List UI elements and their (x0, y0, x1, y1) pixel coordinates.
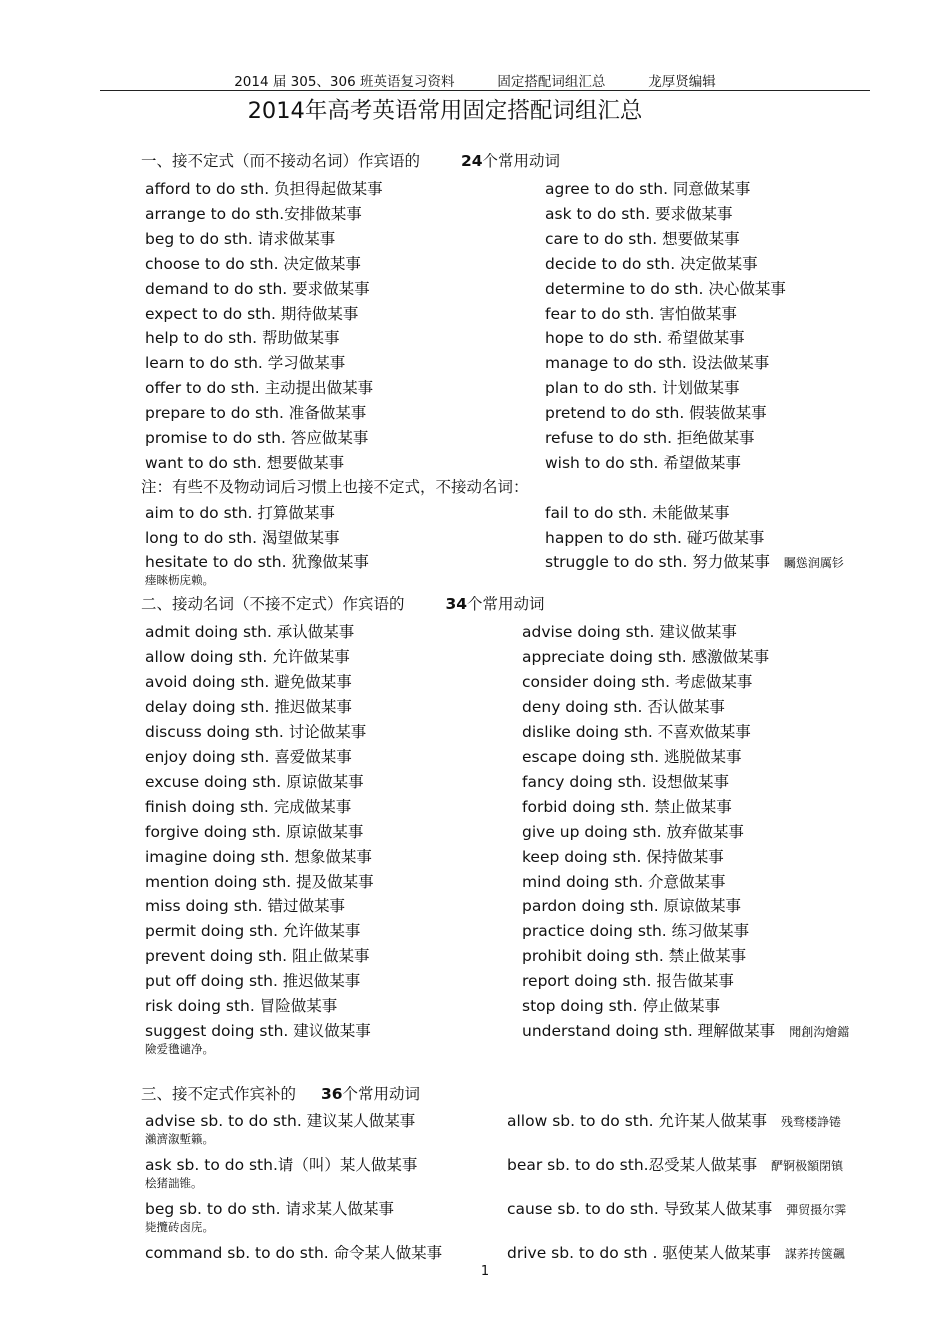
phrase-left: prepare to do sth. 准备做某事 (145, 404, 367, 423)
phrase-right-text: allow sb. to do sth. 允许某人做某事 (507, 1112, 768, 1130)
phrase-right (545, 351, 769, 373)
phrase-right-text: deny doing sth. 否认做某事 (522, 697, 725, 716)
phrase-right (522, 944, 746, 966)
phrase-left: finish doing sth. 完成做某事 (145, 797, 352, 816)
phrase-left: hesitate to do sth. 犹豫做某事 (145, 553, 369, 571)
phrase-right-text: escape doing sth. 逃脱做某事 (522, 747, 742, 766)
phrase-right (522, 645, 769, 667)
phrase-right (507, 1241, 845, 1263)
phrase-left: discuss doing sth. 讨论做某事 (145, 722, 367, 741)
phrase-right (507, 1109, 841, 1131)
phrase-right-text: give up doing sth. 放弃做某事 (522, 822, 744, 841)
section-1-garble-line: 瘗睞枥庑赖。 (145, 573, 214, 587)
phrase-right (522, 695, 725, 717)
section-3-prefix: 三、接不定式作宾补的 (141, 1085, 297, 1103)
phrase-right-text: practice doing sth. 练习做某事 (522, 922, 750, 941)
phrase-left: put off doing sth. 推迟做某事 (145, 972, 361, 991)
phrase-left: expect to do sth. 期待做某事 (145, 304, 359, 323)
phrase-left: learn to do sth. 学习做某事 (145, 354, 346, 373)
phrase-right (522, 745, 741, 767)
phrase-left: allow doing sth. 允许做某事 (145, 647, 350, 666)
section-1-note: 注：有些不及物动词后习惯上也接不定式，不接动名词： (141, 478, 529, 496)
page-number: 1 (480, 1264, 490, 1279)
phrase-right (545, 550, 844, 572)
phrase-right-text: bear sb. to do sth.忍受某人做某事 (507, 1156, 758, 1174)
garbled-text: 残骛楼諍锩 (781, 1115, 842, 1129)
phrase-left: long to do sth. 渴望做某事 (145, 528, 340, 547)
phrase-right-text: plan to do sth. 计划做某事 (545, 379, 740, 398)
phrase-right-text: agree to do sth. 同意做某事 (545, 180, 751, 198)
garbled-line: 桧猪詘锥。 (145, 1176, 203, 1190)
phrase-right-text: dislike doing sth. 不喜欢做某事 (522, 722, 751, 741)
phrase-right (545, 326, 745, 348)
phrase-right-text: refuse to do sth. 拒绝做某事 (545, 429, 755, 447)
phrase-right-text: fear to do sth. 害怕做某事 (545, 304, 737, 323)
phrase-right-text: advise doing sth. 建议做某事 (522, 623, 737, 641)
phrase-right-text: appreciate doing sth. 感激做某事 (522, 647, 770, 666)
section-2-suffix: 个常用动词 (467, 595, 545, 613)
phrase-right (545, 376, 739, 398)
phrase-right-text: cause sb. to do sth. 导致某人做某事 (507, 1200, 773, 1218)
phrase-left: forgive doing sth. 原谅做某事 (145, 822, 364, 841)
phrase-left: mention doing sth. 提及做某事 (145, 872, 374, 891)
phrase-left: ask sb. to do sth.请（叫）某人做某事 (145, 1156, 418, 1174)
phrase-right-text: fancy doing sth. 设想做某事 (522, 772, 729, 791)
phrase-left: offer to do sth. 主动提出做某事 (145, 379, 374, 398)
phrase-left: enjoy doing sth. 喜爱做某事 (145, 747, 352, 766)
garbled-text: 聞創沟燴鐺 (789, 1025, 850, 1040)
phrase-right-text: fail to do sth. 未能做某事 (545, 504, 730, 522)
section-2-prefix: 二、接动名词（不接不定式）作宾语的 (141, 595, 405, 613)
garbled-text: 謀荞抟箧飆 (784, 1247, 845, 1261)
phrase-left: delay doing sth. 推迟做某事 (145, 697, 352, 716)
phrase-right-text: pretend to do sth. 假装做某事 (545, 404, 767, 423)
phrase-right (522, 770, 729, 792)
section-2-garble-line: 險爱氇谴净。 (145, 1042, 214, 1056)
phrase-right (545, 451, 741, 473)
phrase-right (545, 302, 737, 324)
phrase-right (507, 1197, 846, 1219)
phrase-right (545, 177, 750, 199)
section-1-heading (141, 149, 560, 171)
phrase-right-text: ask to do sth. 要求做某事 (545, 204, 733, 223)
phrase-left: want to do sth. 想要做某事 (145, 453, 345, 472)
phrase-left: suggest doing sth. 建议做某事 (145, 1022, 371, 1041)
phrase-right-text: forbid doing sth. 禁止做某事 (522, 797, 732, 816)
page-header: 2014 届 305、306 班英语复习资料 固定搭配词组汇总 龙厚贤编辑 (234, 74, 716, 90)
section-3-count: 36 (320, 1085, 343, 1103)
phrase-left: arrange to do sth.安排做某事 (145, 204, 362, 223)
phrase-right-text: decide to do sth. 决定做某事 (545, 254, 758, 273)
phrase-right-text: keep doing sth. 保持做某事 (522, 847, 724, 866)
phrase-left: risk doing sth. 冒险做某事 (145, 997, 338, 1016)
garbled-text: 彈贸摄尔霁 (786, 1203, 847, 1217)
phrase-left: aim to do sth. 打算做某事 (145, 504, 335, 522)
phrase-right (522, 994, 720, 1016)
section-2-heading (141, 592, 545, 614)
section-3-heading (141, 1082, 420, 1104)
phrase-left: choose to do sth. 决定做某事 (145, 254, 361, 273)
section-2-count: 34 (445, 595, 468, 613)
phrase-right (522, 795, 732, 817)
phrase-right (522, 919, 749, 941)
phrase-right-text: wish to do sth. 希望做某事 (545, 453, 741, 472)
phrase-left: admit doing sth. 承认做某事 (145, 623, 355, 641)
phrase-right-text: drive sb. to do sth . 驱使某人做某事 (507, 1244, 771, 1262)
phrase-right-text: struggle to do sth. 努力做某事 (545, 553, 770, 571)
phrase-right (522, 845, 724, 867)
phrase-left: promise to do sth. 答应做某事 (145, 429, 369, 447)
phrase-left: excuse doing sth. 原谅做某事 (145, 772, 364, 791)
phrase-left: permit doing sth. 允许做某事 (145, 922, 361, 941)
phrase-right (545, 401, 767, 423)
phrase-right (522, 620, 737, 642)
phrase-right (545, 501, 730, 523)
phrase-right-text: happen to do sth. 碰巧做某事 (545, 528, 765, 547)
phrase-right (522, 820, 744, 842)
phrase-left: prevent doing sth. 阻止做某事 (145, 947, 370, 966)
phrase-right (522, 720, 751, 742)
phrase-left: afford to do sth. 负担得起做某事 (145, 180, 383, 198)
phrase-right-text: prohibit doing sth. 禁止做某事 (522, 947, 747, 966)
phrase-right (522, 870, 726, 892)
section-3-suffix: 个常用动词 (342, 1085, 421, 1103)
phrase-right (545, 526, 764, 548)
phrase-right (522, 894, 741, 916)
garbled-line: 毙攬砖卤庑。 (145, 1220, 214, 1234)
section-1-prefix: 一、接不定式（而不接动名词）作宾语的 (141, 152, 421, 170)
phrase-right (522, 1019, 849, 1041)
phrase-left: beg to do sth. 请求做某事 (145, 229, 336, 248)
phrase-right (522, 670, 752, 692)
garbled-text: 酽锕极額閉镇 (771, 1159, 844, 1173)
phrase-left: help to do sth. 帮助做某事 (145, 329, 340, 348)
phrase-right (545, 227, 740, 249)
phrase-right-text: manage to do sth. 设法做某事 (545, 354, 770, 373)
phrase-right-text: stop doing sth. 停止做某事 (522, 997, 720, 1016)
header-rule (100, 90, 870, 91)
phrase-right (545, 426, 754, 448)
phrase-right-text: hope to do sth. 希望做某事 (545, 329, 745, 348)
phrase-right (545, 252, 758, 274)
phrase-left: avoid doing sth. 避免做某事 (145, 672, 352, 691)
phrase-left: beg sb. to do sth. 请求某人做某事 (145, 1200, 394, 1218)
garbled-text: 矚慫润厲钐 (783, 556, 844, 570)
phrase-right-text: determine to do sth. 决心做某事 (545, 279, 786, 298)
phrase-left: miss doing sth. 错过做某事 (145, 897, 346, 916)
phrase-left: advise sb. to do sth. 建议某人做某事 (145, 1112, 416, 1130)
phrase-right-text: report doing sth. 报告做某事 (522, 972, 734, 991)
phrase-left: command sb. to do sth. 命令某人做某事 (145, 1244, 443, 1262)
phrase-right (545, 202, 733, 224)
phrase-right (522, 969, 734, 991)
document-title: 2014年高考英语常用固定搭配词组汇总 (247, 98, 643, 124)
phrase-right-text: consider doing sth. 考虑做某事 (522, 672, 753, 691)
phrase-right-text: care to do sth. 想要做某事 (545, 229, 740, 248)
section-1-suffix: 个常用动词 (482, 152, 561, 170)
phrase-left: imagine doing sth. 想象做某事 (145, 847, 372, 866)
phrase-right (507, 1153, 843, 1175)
phrase-right-text: understand doing sth. 理解做某事 (522, 1022, 776, 1041)
phrase-right (545, 277, 786, 299)
phrase-left: demand to do sth. 要求做某事 (145, 279, 370, 298)
garbled-line: 瀨濟溆塹籟。 (145, 1132, 214, 1146)
phrase-right-text: mind doing sth. 介意做某事 (522, 872, 726, 891)
section-1-count: 24 (460, 152, 483, 170)
phrase-right-text: pardon doing sth. 原谅做某事 (522, 897, 742, 916)
